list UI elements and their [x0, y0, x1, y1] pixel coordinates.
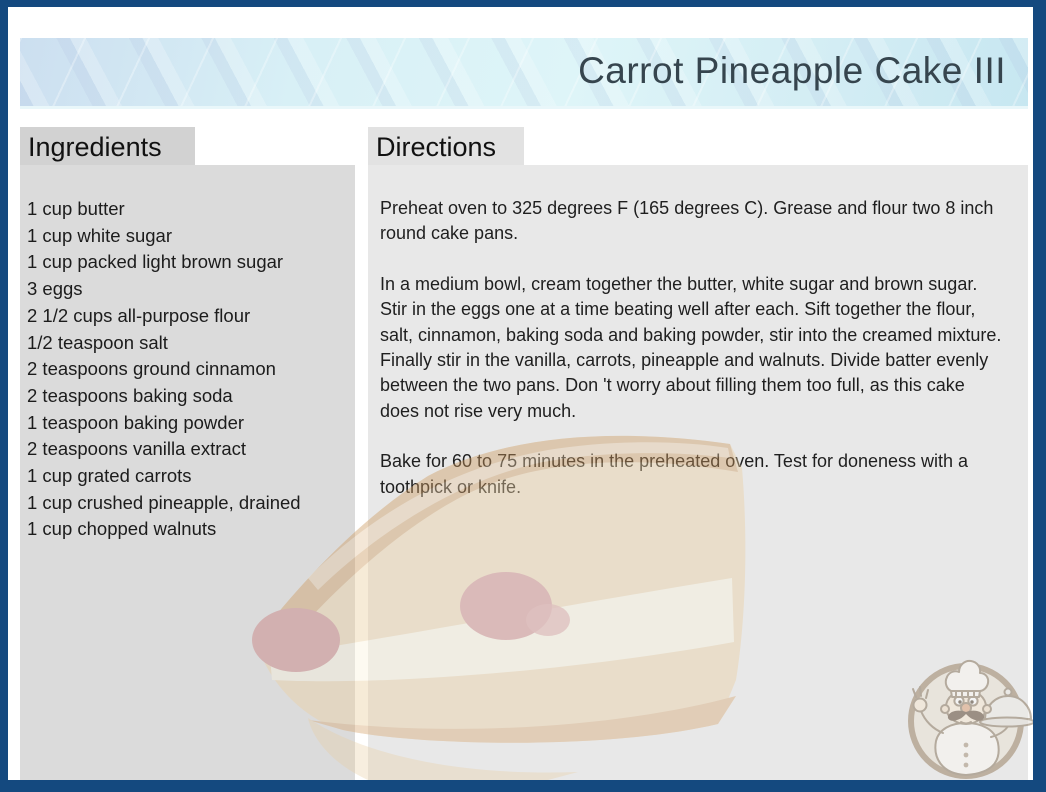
ingredient-item: 2 1/2 cups all-purpose flour — [27, 304, 251, 326]
ingredients-heading: Ingredients — [20, 127, 195, 165]
directions-heading: Directions — [368, 127, 524, 165]
directions-panel — [368, 165, 1028, 780]
ingredient-item: 2 teaspoons baking soda — [27, 384, 233, 406]
ingredient-item: 2 teaspoons ground cinnamon — [27, 358, 276, 380]
directions-paragraph: Preheat oven to 325 degrees F (165 degrees C). Grease and flour two 8 inch round cake pans. — [380, 198, 994, 244]
ingredient-item: 1/2 teaspoon salt — [27, 331, 168, 353]
ingredient-item: 1 cup grated carrots — [27, 465, 192, 487]
ingredient-item: 1 cup crushed pineapple, drained — [27, 491, 301, 513]
ingredient-item: 2 teaspoons vanilla extract — [27, 438, 247, 460]
ingredient-item: 3 eggs — [27, 278, 83, 300]
page-title: Carrot Pineapple Cake III — [578, 50, 1006, 91]
ingredient-item: 1 cup white sugar — [27, 224, 173, 246]
directions-paragraph: In a medium bowl, cream together the butter, white sugar and brown sugar. Stir in the eggs one at a time beating well after each. Sift together the flour, salt, cinnamon, baking soda and baking powder, stir into the creamed mixture. Finally stir in the vanilla, carrots, pineapple and walnuts. Divide batter evenly between the two pans. Don 't worry about filling them too full, as this cake does not rise very much. — [380, 273, 1002, 421]
ingredient-item: 1 teaspoon baking powder — [27, 411, 245, 433]
ingredient-item: 1 cup chopped walnuts — [27, 518, 217, 540]
directions-text — [368, 165, 1028, 500]
directions-paragraph: Bake for 60 to 75 minutes in the preheated oven. Test for doneness with a toothpick or knife. — [380, 451, 969, 497]
ingredients-panel — [20, 165, 355, 780]
header-band — [20, 38, 1028, 109]
ingredients-list — [20, 165, 355, 543]
ingredient-item: 1 cup butter — [27, 198, 125, 219]
ingredient-item: 1 cup packed light brown sugar — [27, 251, 284, 273]
